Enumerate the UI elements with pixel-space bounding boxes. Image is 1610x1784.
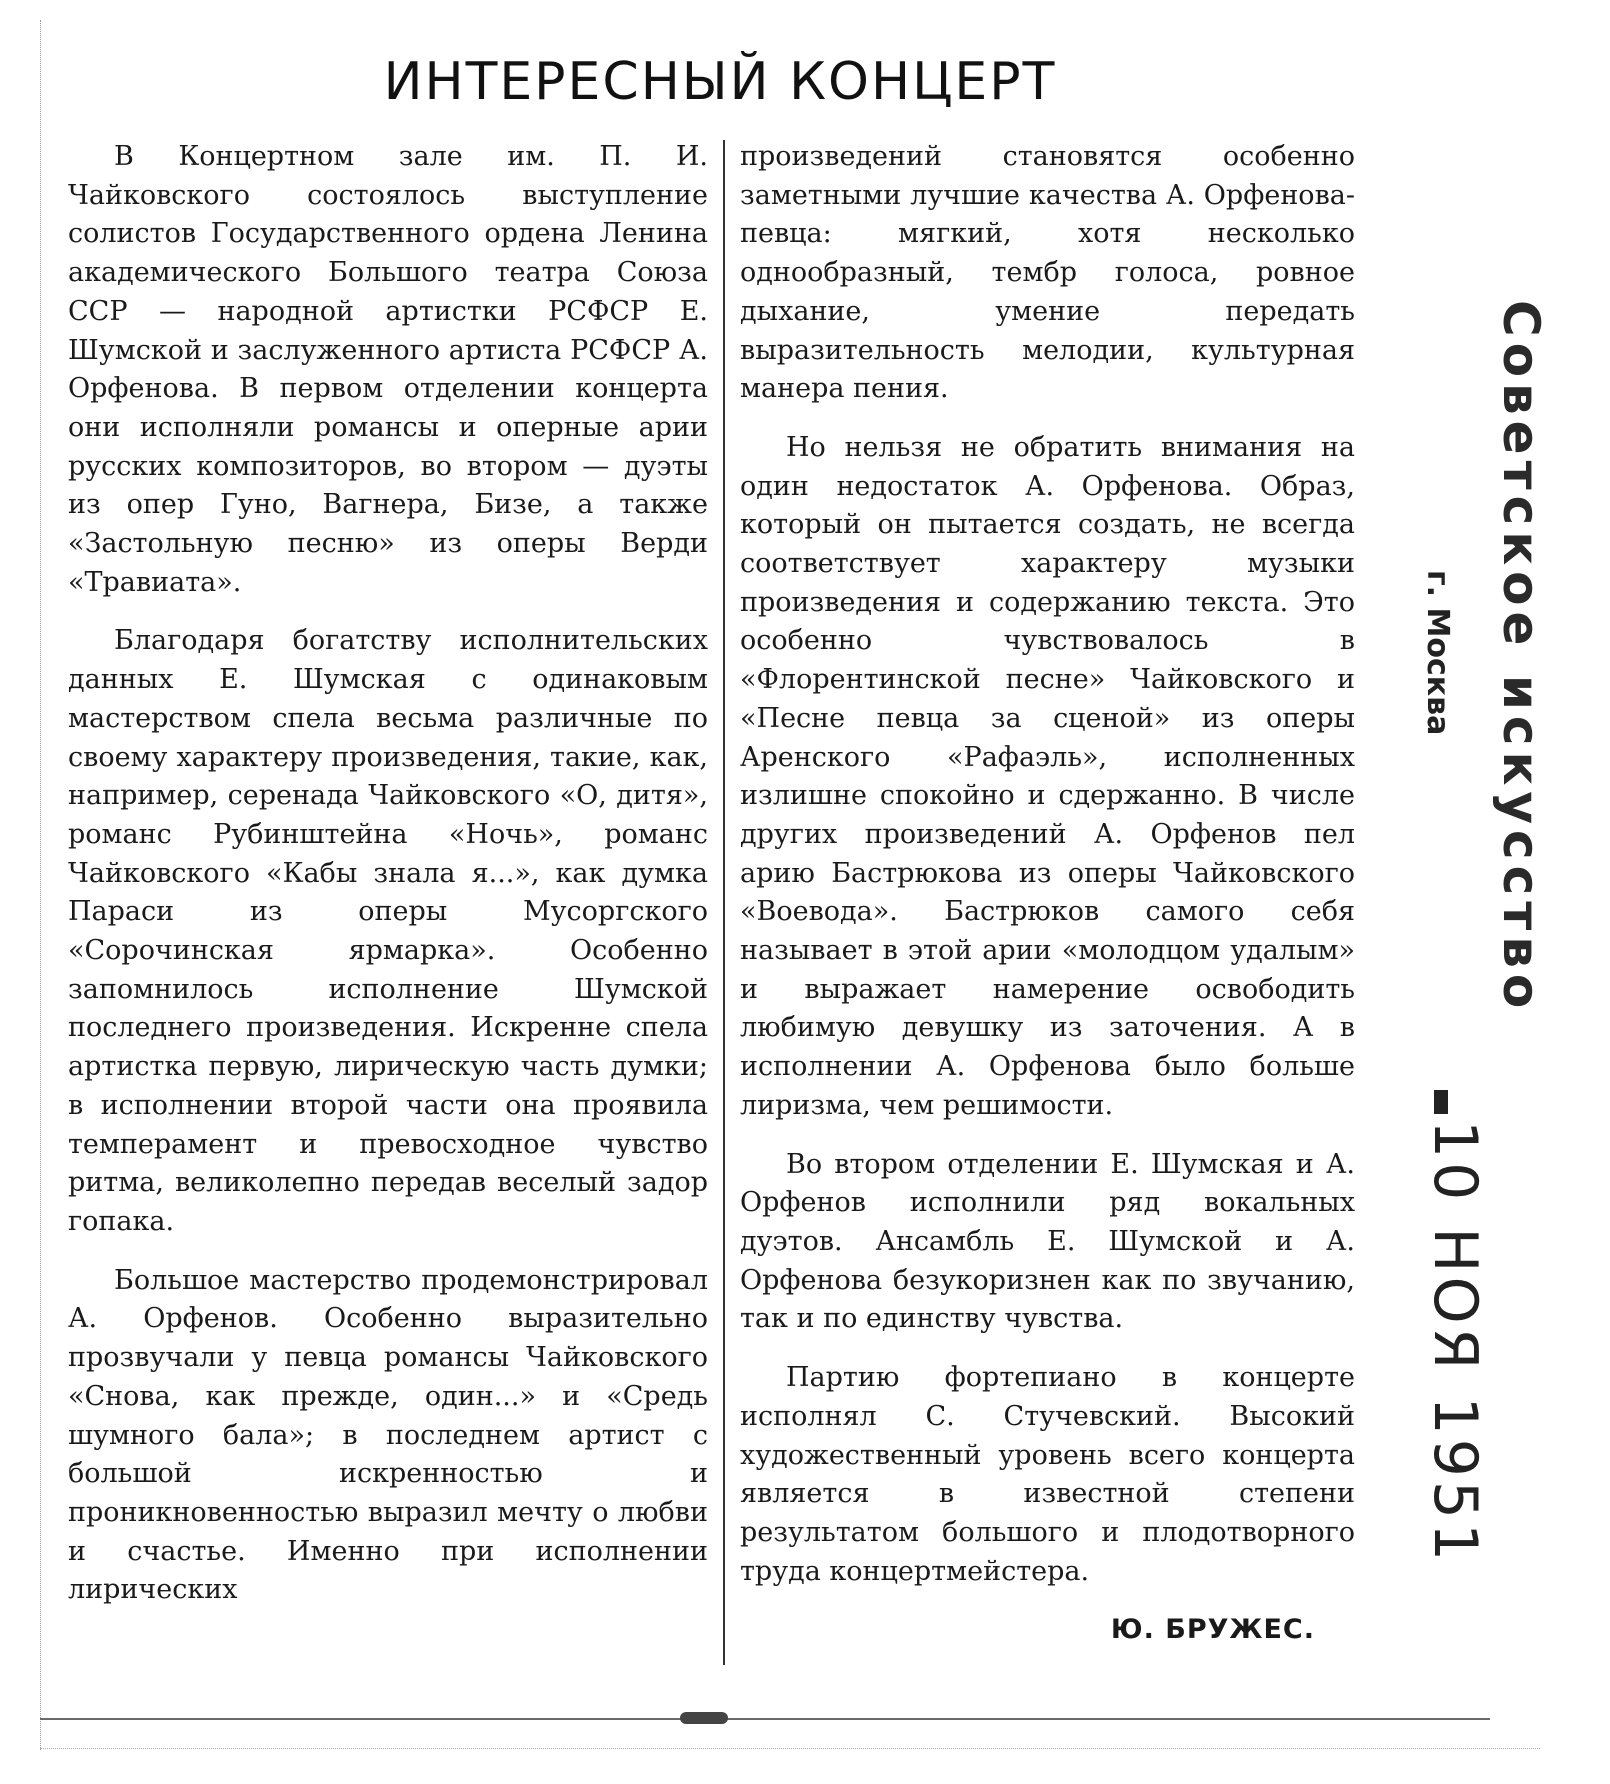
stamp-dash (1434, 1090, 1448, 1114)
bottom-ornament (680, 1712, 728, 1724)
paragraph: Но нельзя не обратить внимания на один недостаток А. Орфенова. Образ, который он пытается создать, не всегда соответствует характеру музыки произведения и содержанию текста. Это особенно чувствовалось в «Флорентинской песне» Чайковского и «Песне певца за сценой» из оперы Аренского «Рафаэль», исполненных излишне спокойно и сдержанно. В числе других произведений А. Орфенов пел арию Бастрюкова из оперы Чайковского «Воевода». Бастрюков самого себя называет в этой арии «молодцом удалым» и выражает намерение освободить любимую девушку из заточения. А в исполнении А. Орфенова было больше лиризма, чем решимости. (740, 431, 1355, 1121)
clipping-left-edge (40, 20, 41, 1750)
stamp-date: 10 НОЯ 1951 (1420, 1120, 1490, 1566)
archive-stamp (1420, 300, 1600, 1630)
right-column (740, 138, 1355, 1650)
paragraph: Большое мастерство продемонстрировал А. Орфенов. Особенно выразительно прозвучали у певца романсы Чайковского «Снова, как прежде, один...» и «Средь шумного бала»; в последнем артист с большой искренностью и проникновенностью выразил мечту о любви и счастье. Именно при исполнении лирических (68, 1264, 708, 1606)
stamp-city: г. Москва (1420, 570, 1455, 736)
clipping-bottom-edge (40, 1748, 1540, 1749)
paragraph: произведений становятся особенно заметными лучшие качества А. Орфенова-певца: мягкий, хотя несколько однообразный, тембр голоса, ровное дыхание, умение передать выразительность мелодии, культурная манера пения. (740, 141, 1355, 405)
clipping-bottom-rule (40, 1718, 1490, 1720)
paragraph: В Концертном зале им. П. И. Чайковского состоялось выступление солистов Государственного ордена Ленина академического Большого театра Союза ССР — народной артистки РСФСР Е. Шумской и заслуженного артиста РСФСР А. Орфенова. В первом отделении концерта они исполняли романсы и оперные арии русских композиторов, во втором — дуэты из опер Гуно, Вагнера, Бизе, а также «Застольную песню» из оперы Верди «Травиата». (68, 141, 708, 598)
paragraph: Во втором отделении Е. Шумская и А. Орфенов исполнили ряд вокальных дуэтов. Ансамбль Е. Шумской и А. Орфенова безукоризнен как по звучанию, так и по единству чувства. (740, 1148, 1355, 1335)
paragraph: Партию фортепиано в концерте исполнял С. Стучевский. Высокий художественный уровень всего концерта является в известной степени результатом большого и плодотворного труда концертмейстера. (740, 1362, 1355, 1587)
left-column (68, 138, 708, 1630)
column-divider (723, 140, 725, 1665)
author-signature: Ю. БРУЖЕС. (1110, 1614, 1315, 1646)
stamp-source: Советское искусство (1492, 300, 1550, 1015)
paragraph: Благодаря богатству исполнительских данных Е. Шумская с одинаковым мастерством спела весьма различные по своему характеру произведения, такие, как, например, серенада Чайковского «О, дитя», романс Рубинштейна «Ночь», романс Чайковского «Кабы знала я...», как думка Параси из оперы Мусоргского «Сорочинская ярмарка». Особенно запомнилось исполнение Шумской последнего произведения. Искренне спела артистка первую, лирическую часть думки; в исполнении второй части она проявила темперамент и превосходное чувство ритма, великолепно передав веселый задор гопака. (68, 625, 708, 1237)
article-title: ИНТЕРЕСНЫЙ КОНЦЕРТ (383, 52, 1057, 112)
